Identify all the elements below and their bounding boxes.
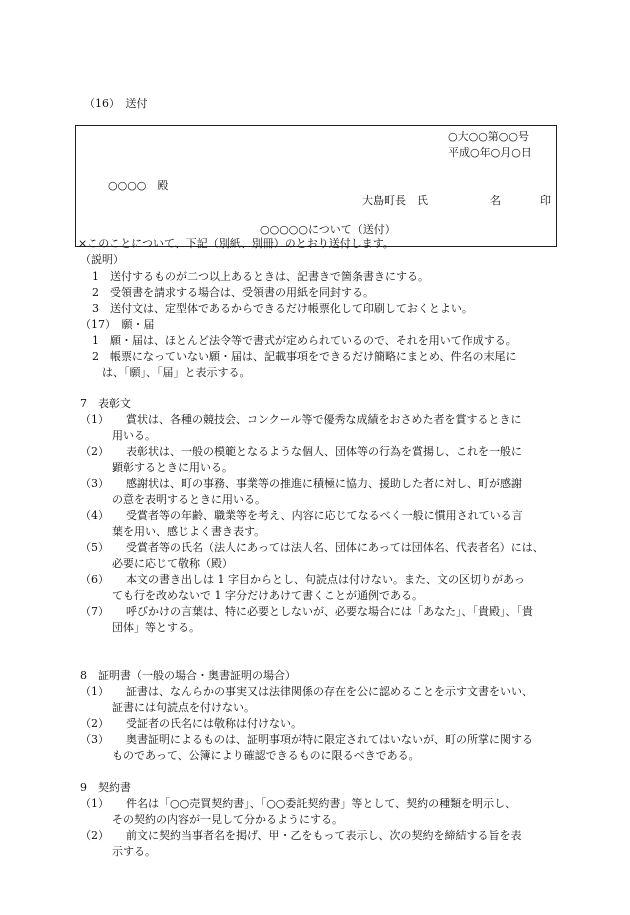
item-number: （3） — [80, 733, 109, 746]
item-text: 賞状は、各種の競技会、コンクール等で優秀な成績をおさめた者を賞するときに — [126, 413, 522, 426]
item-text-cont: 葉を用い、感じよく書き表す。 — [112, 525, 266, 538]
sender-title: 大島町長 氏 — [362, 194, 428, 207]
item-text-cont: 必要に応じて敬称（殿） — [112, 557, 233, 570]
item-text: 受賞者等の年齢、職業等を考え、内容に応じてなるべく一般に慣用されている言 — [126, 509, 523, 522]
item-text: 本文の書き出しは 1 字目からとし、句読点は付けない。また、文の区切りがあっ — [126, 573, 525, 586]
section-17-item: 1 願・届は、ほとんど法令等で書式が定められているので、それを用いて作成する。 — [92, 334, 517, 347]
item-text: 件名は「○○売買契約書」、「○○委託契約書」等として、契約の種類を明示し、 — [126, 797, 517, 810]
item-text-cont: 証書には句読点を付けない。 — [112, 701, 255, 714]
section-16-heading: （16） 送付 — [84, 97, 148, 110]
item-number: （3） — [80, 477, 109, 490]
explanation-item: 1 送付するものが二つ以上あるときは、記書きで箇条書きにする。 — [92, 270, 429, 283]
section-17-item-cont: は、「願」、「届」と表示する。 — [102, 366, 251, 379]
item-number: （7） — [80, 605, 109, 618]
item-number: （2） — [80, 829, 109, 842]
item-text: 奥書証明によるものは、証明事項が特に限定されてはいないが、町の所掌に関する — [126, 733, 533, 746]
sender-name-char: 名 — [490, 194, 501, 207]
item-text: 感謝状は、町の事務、事業等の推進に積極に協力、援助した者に対し、町が感謝 — [126, 477, 522, 490]
item-text: 呼びかけの言葉は、特に必要としないが、必要な場合には「あなた」、「貴殿」、「貴 — [126, 605, 533, 618]
item-number: （4） — [80, 509, 109, 522]
addressee: ○○○○ 殿 — [108, 179, 169, 192]
item-number: （1） — [80, 413, 109, 426]
item-text: 証書は、なんらかの事実又は法律関係の存在を公に認めることを示す文書をいい、 — [126, 685, 533, 698]
item-text-cont: 団体」等とする。 — [112, 621, 200, 634]
item-text-cont: 顕彰するときに用いる。 — [112, 461, 233, 474]
section-9-heading: 9 契約書 — [80, 781, 131, 794]
item-number: （1） — [80, 685, 109, 698]
item-text: 表彰状は、一般の模範となるような個人、団体等の行為を賞揚し、これを一般に — [126, 445, 522, 458]
item-number: （1） — [80, 797, 109, 810]
item-text-cont: の意を表明するときに用いる。 — [112, 493, 266, 506]
section-8-heading: 8 証明書（一般の場合・奥書証明の場合） — [80, 669, 296, 682]
item-text-cont: 用いる。 — [112, 429, 156, 442]
item-text-cont: ても行を改めないで 1 字分だけあけて書くことが通例である。 — [112, 589, 423, 602]
section-17-heading: （17） 願・届 — [80, 318, 155, 331]
notice-body: ×このことについて、下記（別紙、別冊）のとおり送付します。 — [78, 237, 394, 250]
doc-number: ○大○○第○○号 — [448, 130, 529, 143]
explanation-label: （説明） — [80, 253, 124, 266]
notice-subject: ○○○○○について（送付） — [260, 223, 396, 236]
item-number: （5） — [80, 541, 109, 554]
item-text-cont: 示する。 — [112, 845, 156, 858]
explanation-item: 2 受領書を請求する場合は、受領書の用紙を同封する。 — [92, 286, 374, 299]
seal-mark: 印 — [540, 194, 551, 207]
explanation-item: 3 送付文は、定型体であるからできるだけ帳票化して印刷しておくとよい。 — [92, 302, 473, 315]
item-number: （2） — [80, 717, 109, 730]
item-text: 前文に契約当事者名を掲げ、甲・乙をもって表示し、次の契約を締結する旨を表 — [126, 829, 522, 842]
item-number: （2） — [80, 445, 109, 458]
item-number: （6） — [80, 573, 109, 586]
item-text: 受賞者等の氏名（法人にあっては法人名、団体にあっては団体名、代表者名）には、 — [126, 541, 544, 554]
notice-date: 平成○年○月○日 — [448, 146, 532, 159]
item-text-cont: その契約の内容が一見して分かるようにする。 — [112, 813, 343, 826]
item-text: 受証者の氏名には敬称は付けない。 — [126, 717, 302, 730]
section-7-heading: 7 表彰文 — [80, 397, 131, 410]
item-text-cont: ものであって、公簿により確認できるものに限るべきである。 — [112, 749, 420, 762]
section-17-item: 2 帳票になっていない願・届は、記載事項をできるだけ簡略にまとめ、件名の末尾に — [92, 350, 517, 363]
